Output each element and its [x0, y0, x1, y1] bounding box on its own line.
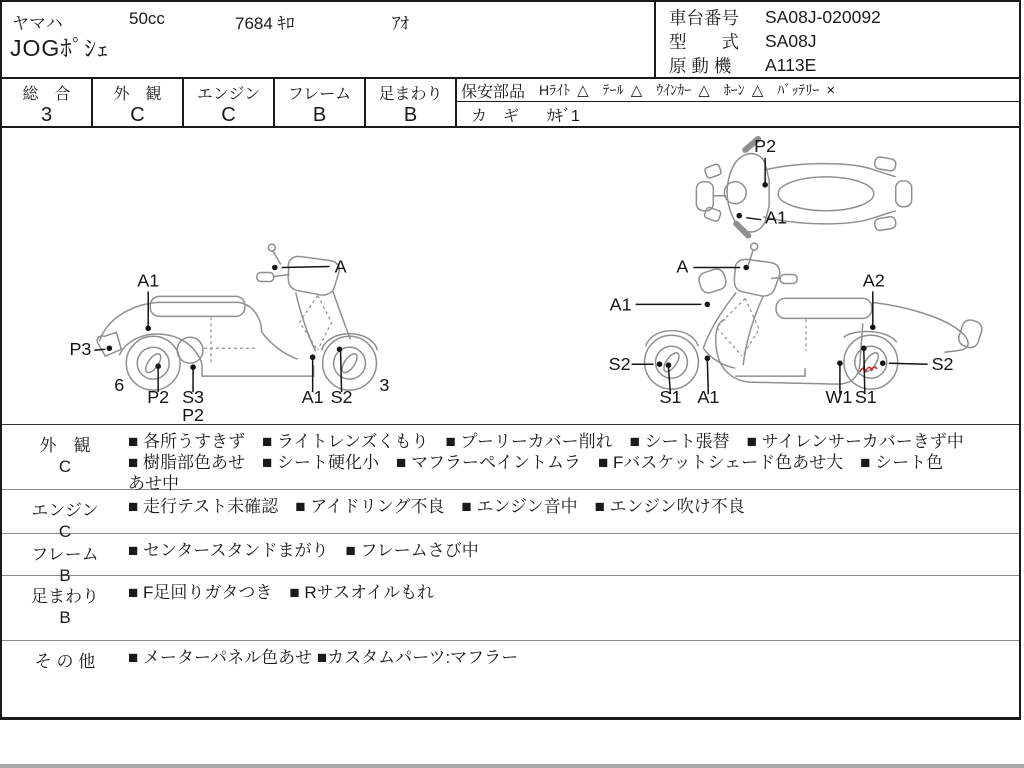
safety-part-name: ﾎｰﾝ: [723, 82, 745, 98]
safety-part-item: [724, 80, 764, 100]
damage-code-label: 6: [114, 375, 125, 396]
label-point: [736, 213, 742, 219]
damage-code-label: A1: [137, 270, 160, 291]
maker-name: ヤマハ: [12, 14, 63, 33]
label-point: [190, 364, 196, 370]
comment-row-1: [2, 490, 1019, 541]
rating-grade: B: [403, 104, 418, 126]
label-point: [155, 363, 161, 369]
safety-part-item: [656, 80, 710, 100]
rating-cell-2: [184, 79, 275, 126]
comment-text: ■ 走行テスト未確認 ■ アイドリング不良 ■ エンジン音中 ■ エンジン吹け不良: [128, 497, 745, 516]
label-point: [107, 345, 113, 351]
safety-part-mark: ×: [826, 81, 836, 99]
rating-label: エンジン: [196, 86, 261, 103]
label-point: [880, 360, 886, 366]
label-point: [657, 361, 663, 367]
rating-label: 足まわり: [378, 86, 443, 103]
label-point: [310, 354, 316, 360]
comment-row-2: [2, 534, 1019, 585]
rating-cell-0: [2, 79, 93, 126]
comment-row-3: [2, 576, 1019, 641]
damage-code-label: P2: [182, 405, 205, 424]
safety-part-name: ﾊﾞｯﾃﾘｰ: [777, 82, 820, 98]
comment-text: ■ メーターパネル色あせ ■カスタムパーツ:マフラー: [128, 648, 519, 667]
rating-label: フレーム: [287, 86, 352, 103]
damage-diagram: [2, 124, 1019, 425]
key-row: [457, 102, 1019, 126]
damage-code-label: S2: [931, 354, 954, 375]
scooter-diagram-svg: [2, 124, 1019, 424]
rating-grade: C: [221, 104, 236, 126]
engine-code-value: A113E: [765, 54, 817, 75]
rating-label: 総 合: [22, 86, 71, 103]
damage-code-label: W1: [825, 387, 853, 408]
safety-part-name: ﾃｰﾙ: [602, 82, 624, 98]
label-leader-line: [889, 363, 928, 364]
scooter-top-view: [696, 139, 911, 236]
engine-code-label: 原 動 機: [669, 55, 732, 76]
damage-code-label: S1: [854, 387, 877, 408]
label-point: [337, 346, 343, 352]
label-point: [837, 360, 843, 366]
model-code-value: SA08J: [765, 30, 817, 51]
comment-text: ■ 各所うすきず ■ ライトレンズくもり ■ プーリーカバー削れ ■ シート張替 ■ サイレンサーカバーきず中 ■ 樹脂部色あせ ■ シート硬化小 ■ マフラーペイントムラ ■ Fバスケットシェード色あせ大 ■ シート色 あせ中: [128, 432, 964, 493]
label-leader-line: [94, 349, 105, 350]
rating-cell-1: [93, 79, 184, 126]
key-value: ｶｷﾞ1: [547, 107, 580, 125]
mileage: 7684 ｷﾛ: [235, 14, 295, 33]
damage-code-label: P2: [147, 387, 170, 408]
safety-parts-title: 保安部品: [461, 83, 526, 101]
damage-code-label: S2: [330, 387, 353, 408]
safety-part-mark: △: [751, 82, 764, 99]
comment-section-label: エンジン C: [31, 501, 99, 541]
rating-cell-3: [275, 79, 366, 126]
label-point: [705, 302, 711, 308]
vehicle-id-box: [654, 2, 1019, 77]
damage-code-label: 3: [379, 375, 390, 396]
damage-code-label: A: [676, 256, 689, 277]
damage-code-label: P3: [69, 339, 92, 360]
safety-parts-marks: [457, 79, 1019, 102]
safety-part-item: [603, 80, 643, 100]
comment-section-label: フレーム B: [31, 545, 99, 585]
safety-parts-cell: [457, 79, 1019, 126]
model-code-label: 型 式: [669, 31, 739, 52]
label-leader-line: [341, 351, 342, 392]
damage-code-label: S1: [659, 387, 682, 408]
key-label: カ ギ: [471, 107, 520, 125]
chassis-number-label: 車台番号: [669, 7, 739, 28]
comment-section-label: 外 観 C: [39, 436, 91, 476]
engine-displacement: 50cc: [129, 9, 165, 28]
comments-table: [2, 425, 1019, 719]
damage-code-label: S3: [182, 387, 205, 408]
body-color: ｱｵ: [392, 14, 409, 33]
label-leader-line: [746, 218, 761, 220]
label-leader-line: [282, 267, 330, 268]
rating-grade: 3: [40, 104, 53, 126]
safety-part-mark: △: [698, 82, 710, 99]
rating-grade: B: [312, 104, 327, 126]
rating-grade: C: [130, 104, 145, 126]
damage-code-label: A1: [765, 207, 788, 228]
safety-part-item: [539, 80, 589, 100]
comment-section-label: 足まわり B: [31, 587, 99, 627]
damage-code-label: S2: [608, 354, 631, 375]
damage-code-label: P2: [754, 135, 777, 156]
safety-part-mark: △: [577, 82, 589, 99]
label-point: [272, 265, 278, 271]
safety-part-item: [777, 80, 835, 100]
label-point: [861, 345, 867, 351]
label-point: [705, 355, 711, 361]
comment-text: ■ センタースタンドまがり ■ フレームさび中: [128, 541, 479, 560]
damage-code-label: A2: [862, 270, 885, 291]
engine-code-row: [656, 53, 1019, 77]
damage-code-label: A: [334, 256, 347, 277]
comment-row-4: [2, 641, 1019, 717]
label-point: [666, 362, 672, 368]
damage-code-label: A1: [609, 294, 632, 315]
safety-part-mark: △: [630, 82, 643, 99]
chassis-number-value: SA08J-020092: [765, 6, 881, 27]
rating-cell-4: [366, 79, 457, 126]
label-point: [145, 326, 151, 332]
model-name: JOGﾎﾟｼｪ: [10, 35, 110, 61]
bottom-edge: [0, 764, 1024, 768]
comment-text: ■ F足回りガタつき ■ Rサスオイルもれ: [128, 583, 435, 602]
safety-part-name: Hﾗｲﾄ: [539, 82, 571, 98]
label-point: [743, 265, 749, 271]
rating-label: 外 観: [113, 86, 162, 103]
comment-row-0: [2, 425, 1019, 493]
damage-code-label: A1: [301, 387, 324, 408]
model-code-row: [656, 29, 1019, 53]
ratings-row: [2, 77, 1019, 128]
diagram-labels: [69, 136, 953, 424]
label-point: [870, 325, 876, 331]
safety-part-name: ｳｲﾝｶｰ: [656, 82, 692, 98]
rating-cells: [2, 79, 457, 126]
comment-section-label: そ の 他: [34, 652, 96, 671]
sheet-header: [2, 2, 1019, 77]
label-point: [762, 182, 768, 188]
damage-code-label: A1: [697, 387, 720, 408]
chassis-number-row: [656, 5, 1019, 29]
